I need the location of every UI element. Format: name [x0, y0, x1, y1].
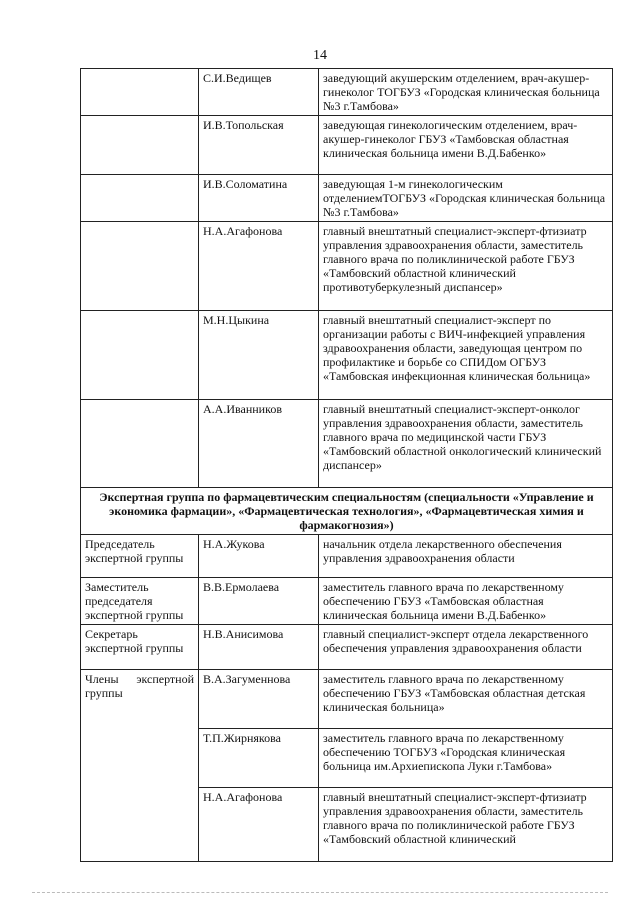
member-name: М.Н.Цыкина [199, 311, 319, 400]
role-members-line-2: группы [85, 686, 123, 700]
member-position: заместитель главного врача по лекарственному обеспечению ГБУЗ «Тамбовская областная клиническая больница имени В.Д.Бабенко» [319, 578, 613, 625]
section-heading: Экспертная группа по фармацевтическим специальностям (специальности «Управление и экономика фармации», «Фармацевтическая технология», «Фармацевтическая химия и фармакогнозия») [81, 488, 613, 535]
role-members [81, 670, 199, 862]
role-cell [81, 175, 199, 222]
role-cell [81, 69, 199, 116]
role-members-line-1: Члены экспертной [85, 672, 194, 686]
member-name: Н.В.Анисимова [199, 625, 319, 670]
member-name: А.А.Иванников [199, 400, 319, 488]
member-name: И.В.Соломатина [199, 175, 319, 222]
table-row [81, 222, 613, 311]
member-name: И.В.Топольская [199, 116, 319, 175]
role-chair: Председатель экспертной группы [81, 535, 199, 578]
member-name: Н.А.Агафонова [199, 788, 319, 862]
member-position: заведующий акушерским отделением, врач-акушер-гинеколог ТОГБУЗ «Городская клиническая больница №3 г.Тамбова» [319, 69, 613, 116]
table-row [81, 400, 613, 488]
member-position: заместитель главного врача по лекарственному обеспечению ТОГБУЗ «Городская клиническая больница им.Архиепископа Луки г.Тамбова» [319, 729, 613, 788]
table-row [81, 578, 613, 625]
member-position: главный специалист-эксперт отдела лекарственного обеспечения управления здравоохранения области [319, 625, 613, 670]
table-row [81, 175, 613, 222]
role-secretary: Секретарь экспертной группы [81, 625, 199, 670]
member-position: главный внештатный специалист-эксперт-фтизиатр управления здравоохранения области, заместитель главного врача по поликлинической работе ГБУЗ «Тамбовский областной клинический противотуберкулезный диспансер» [319, 222, 613, 311]
member-position: заместитель главного врача по лекарственному обеспечению ГБУЗ «Тамбовская областная детская клиническая больница» [319, 670, 613, 729]
table-row [81, 625, 613, 670]
member-position: главный внештатный специалист-эксперт-фтизиатр управления здравоохранения области, заместитель главного врача по поликлинической работе ГБУЗ «Тамбовский областной клинический [319, 788, 613, 862]
section-heading-row [81, 488, 613, 535]
member-name: В.В.Ермолаева [199, 578, 319, 625]
page-number: 14 [313, 48, 327, 63]
table-row [81, 69, 613, 116]
member-name: Т.П.Жирнякова [199, 729, 319, 788]
member-position: главный внештатный специалист-эксперт по организации работы с ВИЧ-инфекцией управления здравоохранения области, заведующая центром по профилактике и борьбе со СПИДом ОГБУЗ «Тамбовская инфекционная клиническая больница» [319, 311, 613, 400]
member-name: Н.А.Жукова [199, 535, 319, 578]
role-cell [81, 222, 199, 311]
role-cell [81, 116, 199, 175]
role-cell [81, 311, 199, 400]
member-position: начальник отдела лекарственного обеспечения управления здравоохранения области [319, 535, 613, 578]
role-cell [81, 400, 199, 488]
member-position: заведующая гинекологическим отделением, врач-акушер-гинеколог ГБУЗ «Тамбовская областная клиническая больница имени В.Д.Бабенко» [319, 116, 613, 175]
expert-table [80, 68, 613, 862]
table-row [81, 116, 613, 175]
table-row [81, 535, 613, 578]
member-name: С.И.Ведищев [199, 69, 319, 116]
page-bottom-rule [32, 892, 608, 893]
table-row [81, 311, 613, 400]
member-position: заведующая 1-м гинекологическим отделениемТОГБУЗ «Городская клиническая больница №3 г.Тамбова» [319, 175, 613, 222]
table-row [81, 670, 613, 729]
member-name: В.А.Загуменнова [199, 670, 319, 729]
role-deputy: Заместитель председателя экспертной группы [81, 578, 199, 625]
member-name: Н.А.Агафонова [199, 222, 319, 311]
member-position: главный внештатный специалист-эксперт-онколог управления здравоохранения области, заместитель главного врача по медицинской части ГБУЗ «Тамбовский областной онкологический клинический диспансер» [319, 400, 613, 488]
